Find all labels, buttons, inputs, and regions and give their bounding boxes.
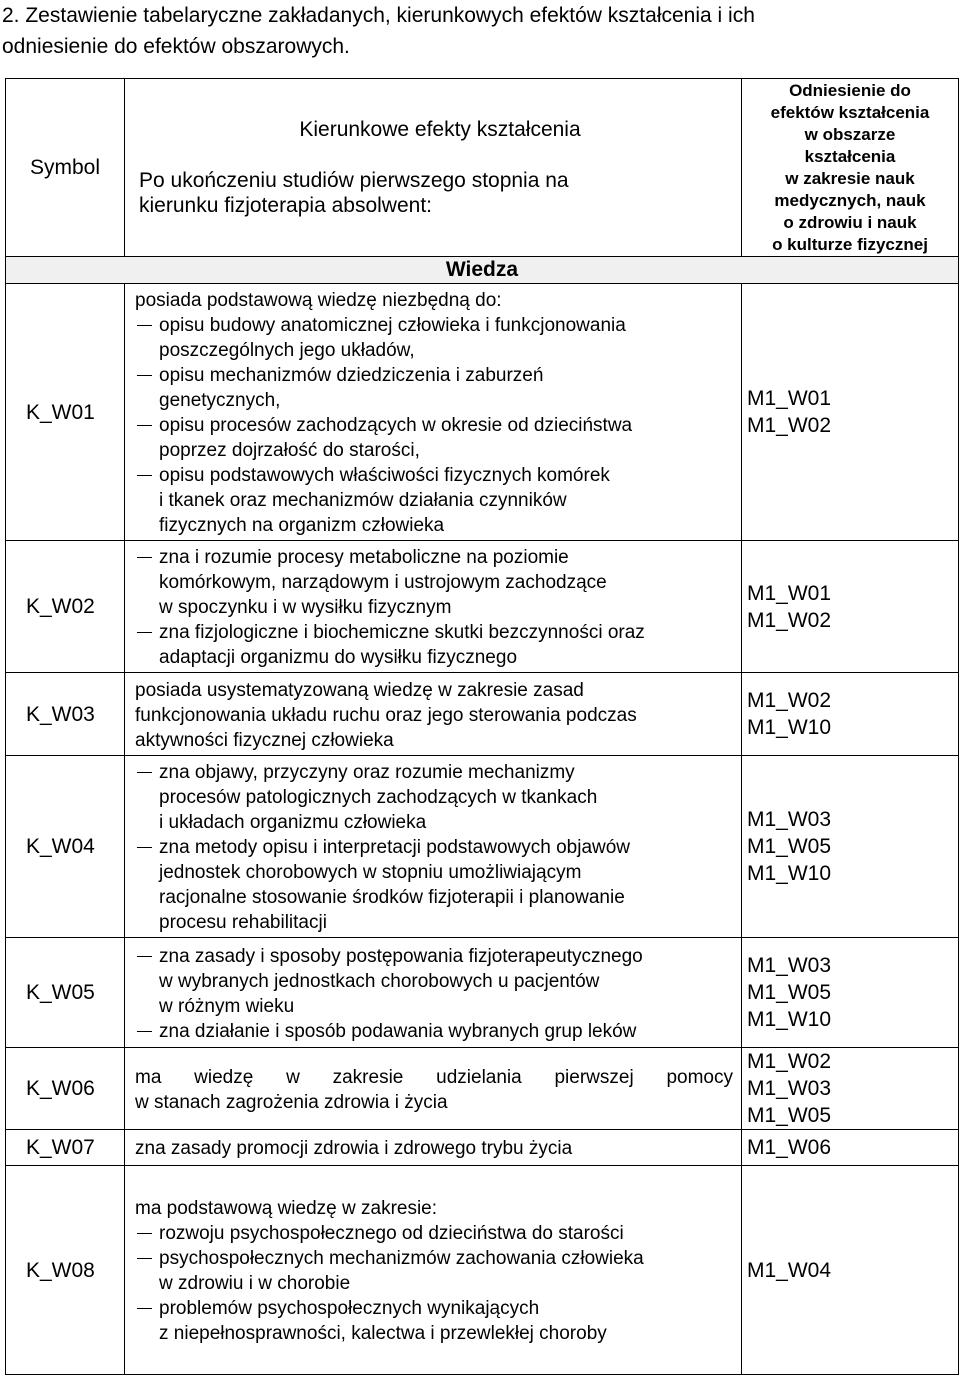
outcome-symbol: K_W02 (6, 541, 125, 673)
bullet-line (135, 760, 733, 785)
header-reference-line: medycznych, nauk (774, 190, 926, 210)
dash-bullet-icon (135, 835, 159, 860)
table-row (6, 1166, 959, 1375)
header-outcomes (125, 79, 742, 257)
outcome-symbol: K_W01 (6, 284, 125, 541)
header-reference-line: o zdrowiu i nauk (783, 212, 917, 232)
reference-code: M1_W05 (747, 835, 832, 858)
bullet-line (135, 545, 733, 570)
reference-code: M1_W06 (747, 1136, 832, 1159)
outcome-description (125, 284, 742, 541)
line-text: w zdrowiu i w chorobie (159, 1273, 351, 1294)
line-text: zna i rozumie procesy metaboliczne na poziomie (159, 547, 569, 568)
description-line (135, 703, 733, 728)
description-line (135, 288, 733, 313)
line-text: procesu rehabilitacji (159, 912, 327, 933)
description-line (135, 969, 733, 994)
dash-bullet-icon (135, 545, 159, 570)
description-line (135, 488, 733, 513)
description-line (135, 1271, 733, 1296)
outcome-description (125, 1048, 742, 1130)
outcome-symbol: K_W05 (6, 938, 125, 1048)
description-line (135, 678, 733, 703)
outcome-symbol: K_W08 (6, 1166, 125, 1375)
reference-code: M1_W02 (747, 608, 832, 632)
description-line (135, 994, 733, 1019)
line-text: poszczególnych jego układów, (159, 340, 415, 361)
line-text: racjonalne stosowanie środków fizjoterapii i planowanie (159, 887, 625, 908)
description-line (135, 1321, 733, 1346)
outcome-description (125, 1166, 742, 1375)
header-symbol: Symbol (6, 79, 125, 257)
line-text: opisu procesów zachodzących w okresie od dzieciństwa (159, 415, 633, 436)
bullet-line (135, 413, 733, 438)
header-outcomes-sub1: Po ukończeniu studiów pierwszego stopnia na (139, 169, 569, 192)
description-line (135, 595, 733, 620)
table-row (6, 1048, 959, 1130)
header-reference-line: w obszarze (804, 124, 896, 144)
table-row (6, 284, 959, 541)
reference-code: M1_W10 (747, 862, 832, 885)
line-text: funkcjonowania układu ruchu oraz jego sterowania podczas (135, 704, 637, 726)
outcome-references (742, 284, 959, 541)
header-reference (742, 79, 959, 257)
table-row (6, 1130, 959, 1166)
bullet-line (135, 944, 733, 969)
line-text: opisu budowy anatomicznej człowieka i funkcjonowania (159, 315, 626, 336)
line-text: w wybranych jednostkach chorobowych u pacjentów (159, 970, 600, 992)
dash-bullet-icon (135, 313, 159, 338)
line-text: rozwoju psychospołecznego od dzieciństwa do starości (159, 1223, 624, 1244)
bullet-line (135, 463, 733, 488)
dash-bullet-icon (135, 1019, 159, 1044)
line-text: zna działanie i sposób podawania wybranych grup leków (159, 1020, 637, 1042)
line-text: poprzez dojrzałość do starości, (159, 440, 420, 461)
dash-bullet-icon (135, 363, 159, 388)
reference-code: M1_W04 (747, 1258, 832, 1282)
reference-code: M1_W05 (747, 1104, 832, 1127)
line-text: opisu podstawowych właściwości fizycznych komórek (159, 465, 610, 486)
description-line (135, 860, 733, 885)
line-text: aktywności fizycznej człowieka (135, 729, 394, 751)
document-heading (2, 0, 952, 62)
description-line (135, 388, 733, 413)
line-text: i tkanek oraz mechanizmów działania czynników (159, 490, 567, 511)
bullet-line (135, 1246, 733, 1271)
learning-outcomes-table (5, 78, 959, 1375)
reference-code: M1_W03 (747, 808, 832, 831)
description-line (135, 810, 733, 835)
outcome-symbol: K_W06 (6, 1048, 125, 1130)
description-line (135, 645, 733, 670)
section-row (6, 257, 959, 284)
outcome-references (742, 1166, 959, 1375)
outcome-references (742, 541, 959, 673)
table-row (6, 756, 959, 938)
line-text: zna fizjologiczne i biochemiczne skutki bezczynności oraz (159, 622, 645, 643)
header-outcomes-title: Kierunkowe efekty kształcenia (299, 118, 581, 141)
outcome-description (125, 541, 742, 673)
description-line (135, 570, 733, 595)
dash-bullet-icon (135, 944, 159, 969)
bullet-line (135, 363, 733, 388)
heading-line-1: 2. Zestawienie tabelaryczne zakładanych, kierunkowych efektów kształcenia i ich (2, 4, 755, 27)
description-line (135, 438, 733, 463)
description-line (135, 1136, 733, 1161)
line-text: w spoczynku i w wysiłku fizycznym (159, 597, 452, 618)
description-line (135, 910, 733, 935)
line-text: fizycznych na organizm człowieka (159, 515, 445, 536)
line-text: zna zasady promocji zdrowia i zdrowego trybu życia (135, 1138, 573, 1159)
heading-line-2: odniesienie do efektów obszarowych. (2, 35, 350, 58)
table-header-row (6, 79, 959, 257)
outcome-symbol: K_W03 (6, 673, 125, 756)
dash-bullet-icon (135, 1246, 159, 1271)
description-line (135, 1065, 733, 1090)
bullet-line (135, 313, 733, 338)
line-text: adaptacji organizmu do wysiłku fizycznego (159, 647, 518, 668)
line-text: problemów psychospołecznych wynikających (159, 1298, 540, 1319)
description-line (135, 1090, 733, 1115)
line-text: psychospołecznych mechanizmów zachowania człowieka (159, 1248, 644, 1269)
table-row (6, 673, 959, 756)
table-row (6, 541, 959, 673)
outcome-references (742, 938, 959, 1048)
header-reference-line: kształcenia (804, 146, 896, 166)
reference-code: M1_W03 (747, 1077, 832, 1100)
reference-code: M1_W01 (747, 581, 832, 605)
header-reference-line: Odniesienie do (789, 80, 911, 100)
line-text: ma wiedzę w zakresie udzielania pierwszej pomocy (135, 1066, 733, 1088)
reference-code: M1_W05 (747, 981, 832, 1004)
line-text: z niepełnosprawności, kalectwa i przewlekłej choroby (159, 1323, 607, 1344)
line-text: komórkowym, narządowym i ustrojowym zachodzące (159, 572, 607, 593)
reference-code: M1_W01 (747, 387, 832, 410)
line-text: genetycznych, (159, 390, 281, 411)
header-reference-line: o kulturze fizycznej (772, 234, 928, 254)
outcome-references (742, 1048, 959, 1130)
line-text: w stanach zagrożenia zdrowia i życia (135, 1091, 448, 1113)
line-text: opisu mechanizmów dziedziczenia i zaburzeń (159, 365, 544, 386)
section-title: Wiedza (6, 257, 959, 284)
line-text: zna objawy, przyczyny oraz rozumie mechanizmy (159, 762, 575, 783)
outcome-symbol: K_W07 (6, 1130, 125, 1166)
outcome-description (125, 673, 742, 756)
description-line (135, 885, 733, 910)
outcome-description (125, 1130, 742, 1166)
line-text: w różnym wieku (159, 995, 295, 1017)
header-reference-line: w zakresie nauk (785, 168, 915, 188)
outcome-description (125, 756, 742, 938)
reference-code: M1_W10 (747, 716, 832, 739)
description-line (135, 1196, 733, 1221)
description-line (135, 513, 733, 538)
line-text: posiada podstawową wiedzę niezbędną do: (135, 290, 502, 311)
reference-code: M1_W10 (747, 1008, 832, 1031)
reference-code: M1_W02 (747, 414, 832, 437)
outcome-references (742, 1130, 959, 1166)
outcome-references (742, 756, 959, 938)
line-text: i układach organizmu człowieka (159, 812, 427, 833)
line-text: procesów patologicznych zachodzących w tkankach (159, 787, 598, 808)
line-text: posiada usystematyzowaną wiedzę w zakresie zasad (135, 679, 584, 701)
line-text: zna metody opisu i interpretacji podstawowych objawów (159, 837, 631, 858)
header-reference-line: efektów kształcenia (770, 102, 930, 122)
bullet-line (135, 1221, 733, 1246)
outcome-references (742, 673, 959, 756)
dash-bullet-icon (135, 760, 159, 785)
line-text: jednostek chorobowych w stopniu umożliwiającym (159, 862, 582, 883)
dash-bullet-icon (135, 620, 159, 645)
reference-code: M1_W02 (747, 1050, 832, 1073)
reference-code: M1_W03 (747, 954, 832, 977)
table-row (6, 938, 959, 1048)
dash-bullet-icon (135, 463, 159, 488)
dash-bullet-icon (135, 1221, 159, 1246)
bullet-line (135, 835, 733, 860)
outcome-symbol: K_W04 (6, 756, 125, 938)
description-line (135, 338, 733, 363)
line-text: ma podstawową wiedzę w zakresie: (135, 1198, 438, 1219)
header-outcomes-sub2: kierunku fizjoterapia absolwent: (139, 194, 432, 217)
outcome-description (125, 938, 742, 1048)
description-line (135, 728, 733, 753)
description-line (135, 785, 733, 810)
reference-code: M1_W02 (747, 689, 832, 712)
bullet-line (135, 620, 733, 645)
line-text: zna zasady i sposoby postępowania fizjoterapeutycznego (159, 945, 643, 967)
bullet-line (135, 1019, 733, 1044)
dash-bullet-icon (135, 413, 159, 438)
